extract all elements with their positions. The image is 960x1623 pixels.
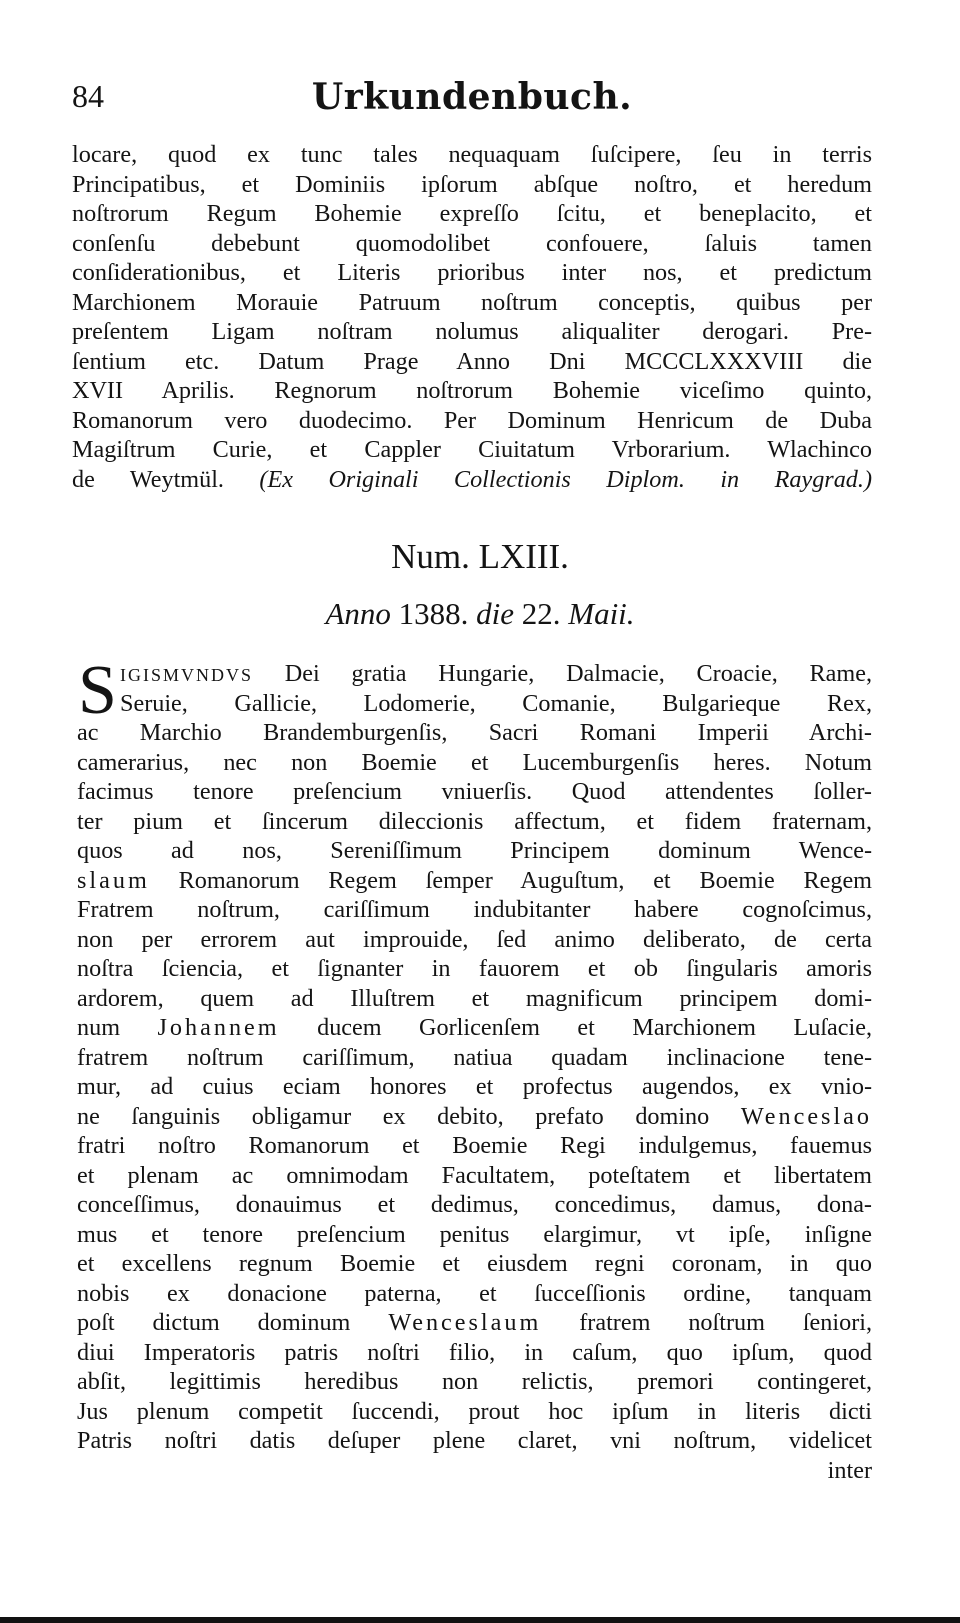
text-line: XVII Aprilis. Regnorum noſtrorum Bohemie viceſimo quinto,: [72, 377, 872, 404]
charter-text: [77, 659, 872, 1485]
text-line: ter pium et ſincerum dileccionis affectum, et fidem fraternam,: [77, 807, 872, 835]
text-line: fratri noſtro Romanorum et Boemie Regi indulgemus, fauemus: [77, 1132, 872, 1159]
text-line: quos ad nos, Sereniſſimum Principem dominum Wence-: [77, 837, 872, 864]
spaced-name: slaum: [77, 866, 150, 894]
text-line: conceſſimus, donauimus et dedimus, concedimus, damus, dona-: [77, 1191, 872, 1218]
text-line: locare, quod ex tunc tales nequaquam ſuſcipere, ſeu in terris: [72, 141, 872, 168]
text-line: ſentium etc. Datum Prage Anno Dni MCCCLXXXVIII die: [72, 347, 872, 375]
text-fragment: fratrem noſtrum ſeniori,: [579, 1309, 873, 1336]
text-line: noſtrorum Regum Bohemie expreſſo ſcitu, et beneplacito, et: [72, 200, 872, 227]
text-line: non per errorem aut improuide, ſed animo deliberato, de certa: [77, 925, 872, 953]
text-line: [77, 1013, 872, 1043]
text-line: mur, ad cuius eciam honores et profectus augendos, ex vnio-: [77, 1073, 872, 1100]
date-word: die: [476, 596, 514, 631]
date-month: Maii.: [568, 596, 635, 631]
text-fragment: Romanorum Regem ſemper Auguſtum, et Boemie Regem: [178, 866, 872, 894]
text-line: Fratrem noſtrum, cariſſimum indubitanter habere cognoſcimus,: [77, 896, 872, 923]
text-line: Principatibus, et Dominiis ipſorum abſque noſtro, et heredum: [72, 170, 872, 198]
running-title: Urkundenbuch.: [311, 76, 633, 118]
drop-cap: S: [78, 652, 117, 729]
text-line: abſit, legittimis heredibus non relictis, premori contingeret,: [77, 1368, 872, 1395]
text-line: Marchionem Morauie Patruum noſtrum conceptis, quibus per: [72, 288, 872, 316]
text-line: ardorem, quem ad Illuſtrem et magnificum principem domi-: [77, 984, 872, 1012]
text-line: Jus plenum competit ſuccendi, prout hoc ipſum in literis dicti: [77, 1397, 872, 1425]
text-line: Romanorum vero duodecimo. Per Dominum Henricum de Duba: [72, 406, 872, 434]
text-line: conſiderationibus, et Literis prioribus inter nos, et predictum: [72, 259, 872, 286]
text-line: [77, 1102, 872, 1132]
text-line: [77, 1308, 872, 1338]
text-line: diui Imperatoris patris noſtri filio, in caſum, quo ipſum, quod: [77, 1338, 872, 1366]
text-line: [77, 659, 872, 689]
text-line: conſenſu debebunt quomodolibet confouere, ſaluis tamen: [72, 229, 872, 257]
document-number-heading: Num. LXIII.: [391, 537, 569, 576]
text-line: Magiſtrum Curie, et Cappler Ciuitatum Vrborarium. Wlachinco: [72, 436, 872, 463]
text-line: Seruie, Gallicie, Lodomerie, Comanie, Bulgarieque Rex,: [120, 689, 872, 717]
text-line: Patris noſtri datis deſuper plene claret, vni noſtrum, videlicet: [77, 1427, 872, 1454]
page-number: 84: [72, 78, 104, 114]
page-bottom-edge: [0, 1617, 960, 1623]
text-fragment: poſt dictum dominum: [77, 1309, 351, 1336]
text-line: et plenam ac omnimodam Facultatem, poteſtatem et libertatem: [77, 1161, 872, 1189]
text-line: ac Marchio Brandemburgenſis, Sacri Romani Imperii Archi-: [77, 719, 872, 746]
text-line: fratrem noſtrum cariſſimum, natiua quadam inclinacione tene-: [77, 1043, 872, 1071]
text-fragment: num: [77, 1014, 121, 1041]
source-citation: (Ex Originali Collectionis Diplom. in Raygrad.): [259, 465, 873, 493]
catchword: inter: [827, 1456, 872, 1484]
text-line: camerarius, nec non Boemie et Lucemburgenſis heres. Notum: [77, 748, 872, 776]
text-line: noſtra ſciencia, et ſignanter in fauorem et ob ſingularis amoris: [77, 955, 872, 982]
text-line: [77, 866, 872, 896]
spaced-name: Wenceslaum: [388, 1309, 542, 1336]
text-line-with-source: [72, 465, 872, 495]
document-date-heading: [0, 596, 960, 632]
date-day: 22.: [521, 596, 561, 631]
text-fragment: ne ſanguinis obligamur ex debito, prefato domino: [77, 1102, 710, 1130]
text-line: preſentem Ligam noſtram nolumus aliqualiter derogari. Pre-: [72, 318, 872, 345]
date-word: Anno: [325, 596, 391, 631]
text-line: nobis ex donacione paterna, et ſucceſſionis ordine, tanquam: [77, 1279, 872, 1307]
text-line: mus et tenore preſencium penitus elargimur, vt ipſe, inſigne: [77, 1220, 872, 1248]
spaced-name: Wenceslao: [740, 1102, 873, 1130]
spaced-name: Johannem: [157, 1014, 280, 1041]
text-fragment: ducem Gorlicenſem et Marchionem Luſacie,: [317, 1014, 873, 1041]
text-line: et excellens regnum Boemie et eiusdem regni coronam, in quo: [77, 1250, 872, 1277]
text-line: facimus tenore preſencium vniuerſis. Quod attendentes ſoller-: [77, 778, 872, 805]
page-header: [72, 78, 872, 118]
previous-document-ending: [72, 140, 872, 494]
name-smallcaps: IGISMVNDVS: [120, 665, 254, 685]
text-fragment: de Weytmül.: [72, 465, 224, 493]
text-fragment: Dei gratia Hungarie, Dalmacie, Croacie, Rame,: [284, 660, 872, 687]
date-year: 1388.: [398, 596, 469, 631]
